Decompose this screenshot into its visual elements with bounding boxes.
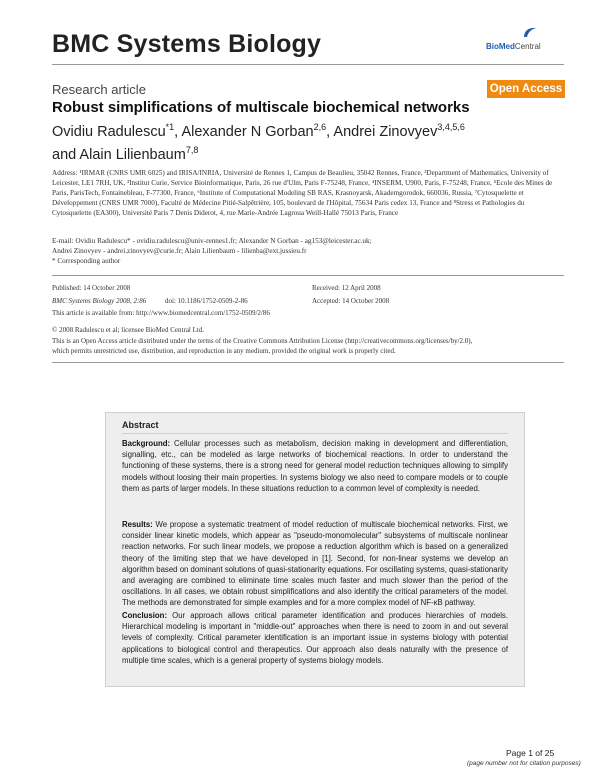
license-line: which permits unrestricted use, distribution, and reproduction in any medium, provided the original work is properly cited. [52, 347, 396, 355]
license-line[interactable]: This is an Open Access article distributed under the terms of the Creative Commons Attribution License (http://creativecommons.org/licenses/by/2.0), [52, 337, 473, 345]
affiliations: Address: ¹IRMAR (CNRS UMR 6025) and IRISA/INRIA, Université de Rennes 1, Campus de Beaulieu, 35042 Rennes, France, ²Department of Mathematics, University of Leicester, LE1 7RH, UK, ³Institut Curie, Service Bioinformatique, Paris, 26 rue d'Ulm, Paris F-75248, France, ⁴INSERM, U900, Paris, F-75248, France, ⁵Ecole des Mines de Paris, ParisTech, Fontainebleau, F-77300, France, ⁶Institute of Computational Modeling SB RAS, Krasnoyarsk, Akademgorodok, 660036, Russia, ⁷Cytosquelette et Développement (CNRS UMR 7000), Faculté de Médecine Pitié-Salpêtrière, 105, boulevard de l'Hôpital, 75634 Paris cedex 13, France and ⁸Stress et Pathologies du Cytosquelette (EA300), Université Paris 7 Denis Diderot, 4, rue Marie-Andrée Lagroua Weill-Hallé 75013 Paris, France [52, 169, 553, 217]
author-name[interactable]: Ovidiu Radulescu [52, 123, 166, 140]
abstract-results [122, 519, 508, 609]
page-number: Page 1 of 25 [506, 748, 555, 758]
citation: BMC Systems Biology 2008, 2:86 [52, 297, 147, 305]
author-name[interactable]: Alain Lilienbaum [79, 146, 186, 163]
article-type: Research article [52, 82, 146, 97]
header-divider [52, 64, 564, 65]
accepted-date: Accepted: 14 October 2008 [312, 297, 390, 305]
conclusion-text: Our approach allows critical parameter identification and produces hierarchies of models. Hierarchical modeling is important in "middle-out" approaches when there is need to zoom in and out several levels of complexity. Critical parameter identification is an important issue in systems biology with potential applications to biological control and therapeutics. Our approach also deals naturally with the presence of multiple time scales, which is a general property of systems biology models. [122, 611, 508, 665]
logo-brand-text-2: Central [514, 42, 541, 51]
article-title: Robust simplifications of multiscale biochemical networks [52, 99, 470, 116]
email-block [52, 236, 564, 266]
meta-divider [52, 275, 564, 276]
author-list: Ovidiu Radulescu$^{*1}$, Alexander N Gorban$^{2,6}$, Andrei Zinovyev$^{3,4,5,6}$ and Alain Lilienbaum$^{7,8}$ [52, 122, 465, 163]
logo-brand-text: BioMed [486, 42, 515, 51]
author-affiliation: 2,6 [313, 122, 327, 132]
biomed-logo-icon [522, 26, 538, 38]
author-affiliation: 3,4,5,6 [437, 122, 465, 132]
results-text: We propose a systematic treatment of model reduction of multiscale biochemical networks. First, we consider linear kinetic models, which appear as "pseudo-monomolecular" subsystems of multiscale nonlinear reaction networks. For such linear models, we propose a reduction algorithm which is based on a generalized theory of the limiting step that we have developed in [1]. Second, for non-linear systems we develop an algorithm based on dominant solutions of quasi-stationarity equations. For oscillating systems, quasi-stationarity and averaging are combined to eliminate time scales much faster and much slower than the period of the oscillations. In all cases, we obtain robust simplifications and also identify the critical parameters of the model. The methods are demonstrated for simple examples and for a more complex model of NF-κB pathway. [122, 520, 508, 608]
author-affiliation: *1 [165, 122, 175, 132]
author-name[interactable]: Andrei Zinovyev [333, 123, 438, 140]
conclusion-label: Conclusion: [122, 611, 168, 620]
author-name[interactable]: Alexander N Gorban [181, 123, 314, 140]
background-label: Background: [122, 439, 171, 448]
email-line: E-mail: Ovidiu Radulescu* - ovidiu.radulescu@univ-rennes1.fr; Alexander N Gorban - ag153@leicester.ac.uk; [52, 237, 372, 245]
copyright: © 2008 Radulescu et al; licensee BioMed Central Ltd. [52, 326, 205, 334]
received-date: Received: 12 April 2008 [312, 284, 381, 292]
abstract-divider [122, 433, 508, 434]
meta-bottom-divider [52, 362, 564, 363]
abstract-heading: Abstract [122, 420, 159, 430]
author-affiliation: 7,8 [185, 144, 199, 155]
open-access-badge: Open Access [487, 80, 565, 98]
doi-link[interactable]: doi: 10.1186/1752-0509-2-86 [165, 297, 248, 305]
published-date: Published: 14 October 2008 [52, 284, 131, 292]
journal-title: BMC Systems Biology [52, 30, 322, 58]
corresponding-author-note: * Corresponding author [52, 257, 121, 265]
email-line: Andrei Zinovyev - andrei.zinovyev@curie.fr; Alain Lilienbaum - lilienba@ext.jussieu.fr [52, 247, 307, 255]
article-url[interactable]: This article is available from: http://www.biomedcentral.com/1752-0509/2/86 [52, 309, 270, 317]
page-number-note: (page number not for citation purposes) [467, 760, 581, 767]
abstract-background [122, 438, 508, 494]
abstract-conclusion [122, 610, 508, 666]
background-text: Cellular processes such as metabolism, decision making in development and differentiation, signalling, etc., can be modeled as large networks of biochemical reactions. In order to understand the functioning of these systems, there is a strong need for general model reduction techniques allowing to simplify models without loosing their main properties. In systems biology we also need to compare models or to couple them as parts of larger models. In these situations reduction to a common level of complexity is needed. [122, 439, 508, 493]
biomed-central-logo [486, 36, 558, 50]
results-label: Results: [122, 520, 153, 529]
